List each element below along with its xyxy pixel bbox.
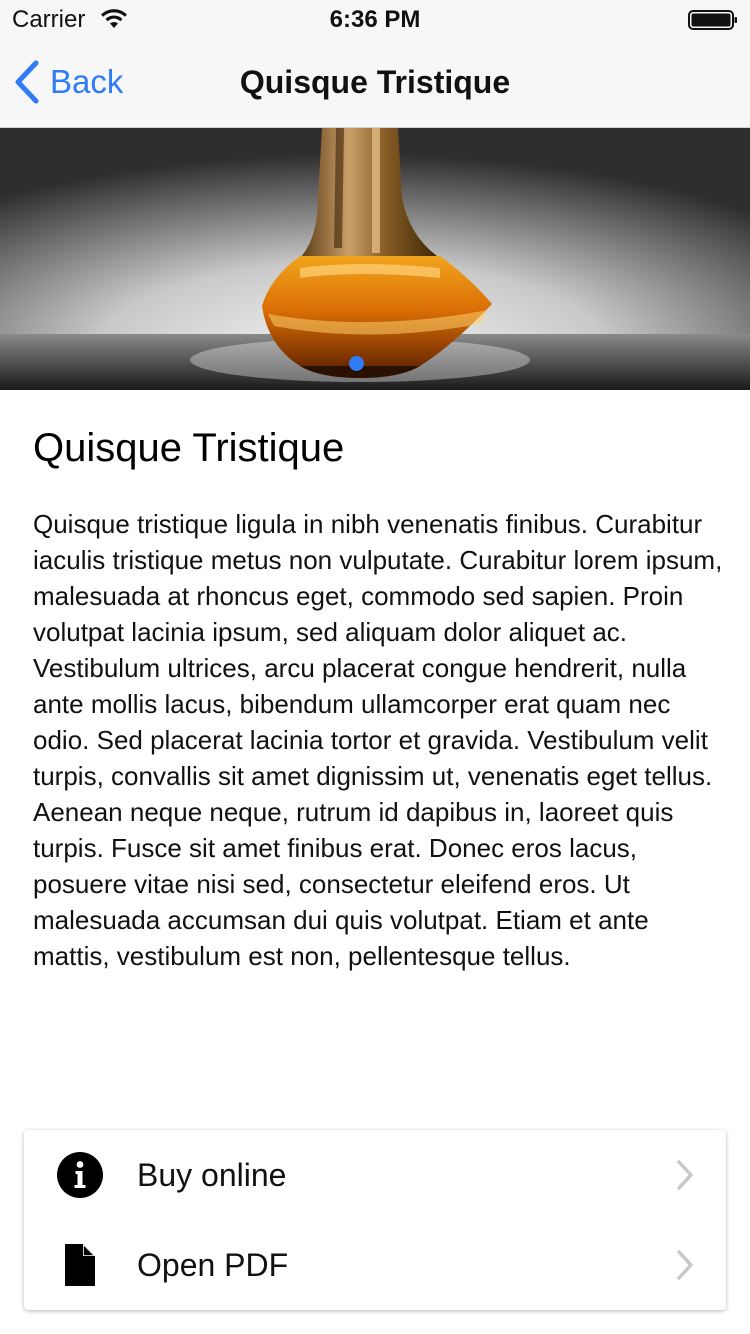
status-time: 6:36 PM xyxy=(329,6,421,33)
buy-online-label: Buy online xyxy=(137,1156,287,1193)
action-card xyxy=(24,1130,726,1310)
carrier-label: Carrier xyxy=(12,6,86,33)
buy-online-row[interactable] xyxy=(24,1130,726,1220)
battery-icon xyxy=(688,10,738,30)
navigation-bar xyxy=(0,40,750,128)
back-label: Back xyxy=(50,63,124,100)
body-text: Quisque tristique ligula in nibh venenatis finibus. Curabitur iaculis tristique metus non vulputate. Curabitur lorem ipsum, malesuada at rhoncus eget, commodo sed sapien. Proin volutpat lacinia ipsum, sed aliquam dolor aliquet ac. Vestibulum ultrices, arcu placerat congue hendrerit, nulla ante mollis lacus, bibendum ullamcorper erat quam nec odio. Sed placerat lacinia tortor et gravida. Vestibulum velit turpis, convallis sit amet dignissim ut, venenatis eget tellus. Aenean neque neque, rutrum id dapibus in, laoreet quis turpis. Fusce sit amet finibus erat. Donec eros lacus, posuere vitae nisi sed, consectetur eleifend eros. Ut malesuada accumsan dui quis volutpat. Etiam et ante mattis, vestibulum est non, pellentesque tellus. xyxy=(33,509,723,971)
hero-image[interactable] xyxy=(0,128,750,390)
open-pdf-label: Open PDF xyxy=(137,1246,289,1283)
content-title: Quisque Tristique xyxy=(33,426,345,470)
page-indicator-dot[interactable] xyxy=(349,356,364,371)
chevron-right-icon xyxy=(676,1159,694,1191)
perfume-bottle-image xyxy=(0,128,750,390)
open-pdf-row[interactable] xyxy=(24,1220,726,1310)
top-bar xyxy=(0,0,750,128)
status-bar xyxy=(0,0,750,40)
document-icon xyxy=(57,1242,103,1288)
nav-title: Quisque Tristique xyxy=(239,64,511,100)
info-icon xyxy=(57,1152,103,1198)
chevron-right-icon xyxy=(676,1249,694,1281)
